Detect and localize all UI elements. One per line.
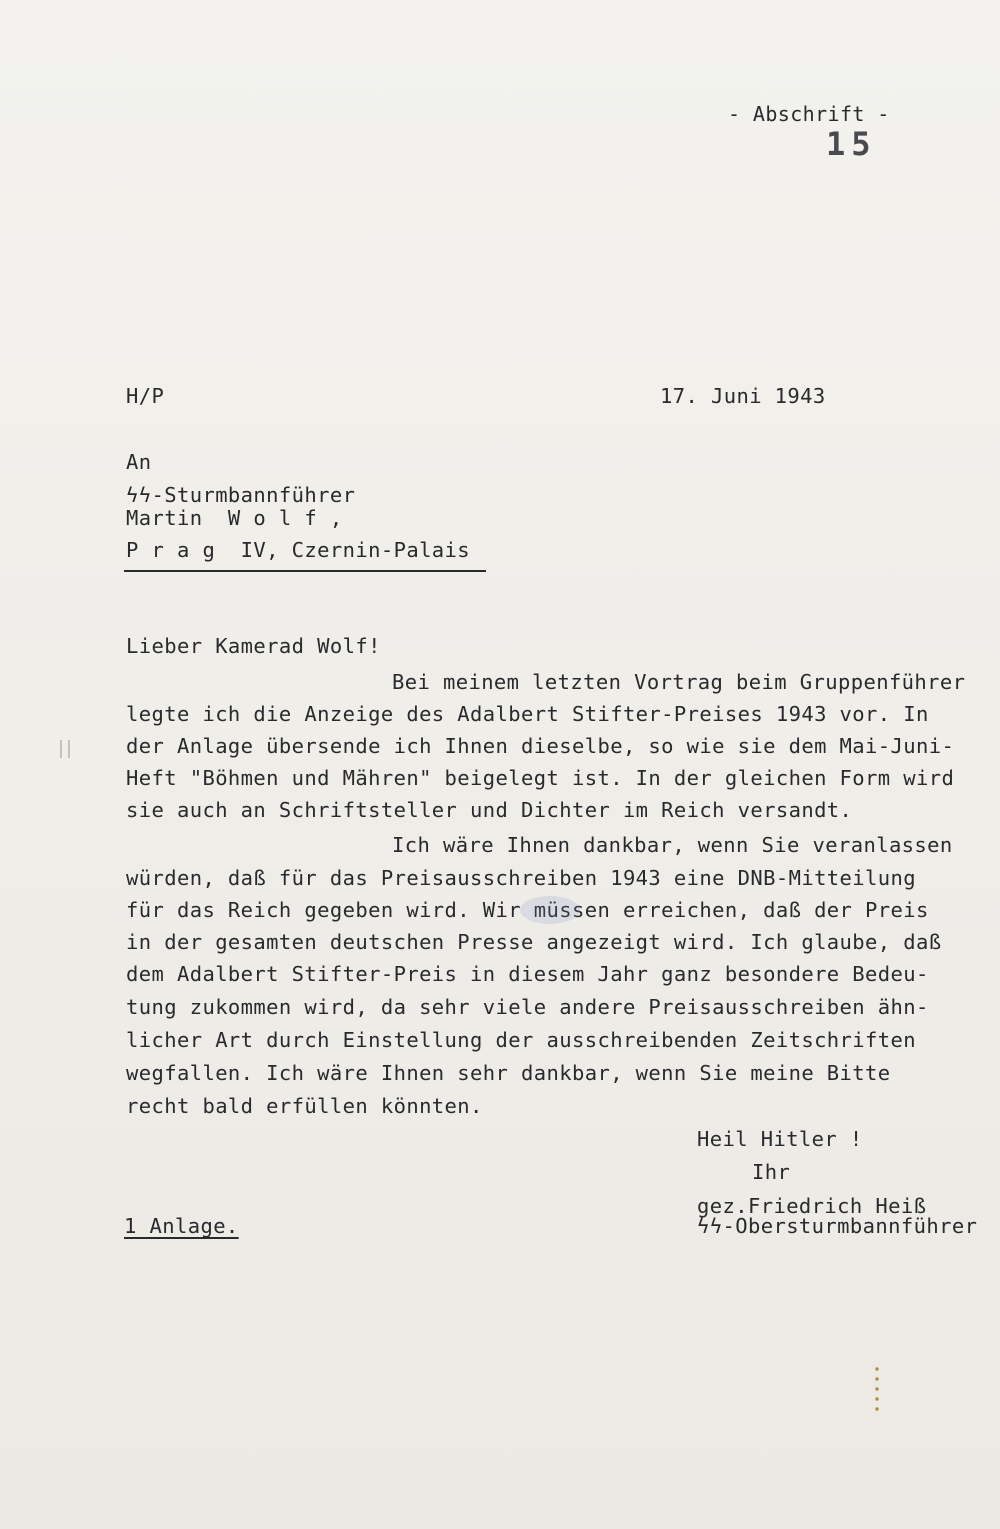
salutation: Lieber Kamerad Wolf! [126, 634, 381, 658]
signature-rank: ϟϟ-Obersturmbannführer [697, 1214, 978, 1238]
body-line: Ich wäre Ihnen dankbar, wenn Sie veranlassen [392, 833, 953, 857]
faint-stamp-mark [520, 896, 580, 924]
closing-yours: Ihr [752, 1160, 791, 1184]
body-line: würden, daß für das Preisausschreiben 1943 eine DNB-Mitteilung [126, 866, 917, 890]
body-line: Bei meinem letzten Vortrag beim Gruppenführer [392, 670, 966, 694]
body-line: Heft "Böhmen und Mähren" beigelegt ist. In der gleichen Form wird [126, 766, 955, 790]
enclosure-note: 1 Anlage. [124, 1214, 239, 1238]
address-underline [124, 570, 486, 572]
body-line: sie auch an Schriftsteller und Dichter im Reich versandt. [126, 798, 853, 822]
address-line: P r a g IV, Czernin-Palais [126, 538, 471, 562]
margin-mark [60, 740, 70, 758]
body-line: licher Art durch Einstellung der ausschreibenden Zeitschriften [126, 1028, 917, 1052]
closing-greeting: Heil Hitler ! [697, 1127, 863, 1151]
address-line: An [126, 450, 152, 474]
body-line: legte ich die Anzeige des Adalbert Stifter-Preises 1943 vor. In [126, 702, 929, 726]
body-line: dem Adalbert Stifter-Preis in diesem Jahr ganz besondere Bedeu- [126, 962, 929, 986]
body-line: recht bald erfüllen könnten. [126, 1094, 483, 1118]
punch-hole-marks [874, 1364, 880, 1412]
body-line: für das Reich gegeben wird. Wir müssen erreichen, daß der Preis [126, 898, 929, 922]
copy-mark: - Abschrift - [728, 102, 890, 126]
body-line: in der gesamten deutschen Presse angezeigt wird. Ich glaube, daß [126, 930, 942, 954]
letter-date: 17. Juni 1943 [660, 384, 826, 408]
folio-number: 15 [826, 125, 877, 163]
address-line: Martin W o l f , [126, 506, 343, 530]
address-line: ϟϟ-Sturmbannführer [126, 483, 356, 507]
body-line: tung zukommen wird, da sehr viele andere Preisausschreiben ähn- [126, 995, 929, 1019]
signature-name: gez.Friedrich Heiß [697, 1194, 927, 1218]
body-line: wegfallen. Ich wäre Ihnen sehr dankbar, wenn Sie meine Bitte [126, 1061, 891, 1085]
reference-code: H/P [126, 384, 165, 408]
body-line: der Anlage übersende ich Ihnen dieselbe, so wie sie dem Mai-Juni- [126, 734, 955, 758]
